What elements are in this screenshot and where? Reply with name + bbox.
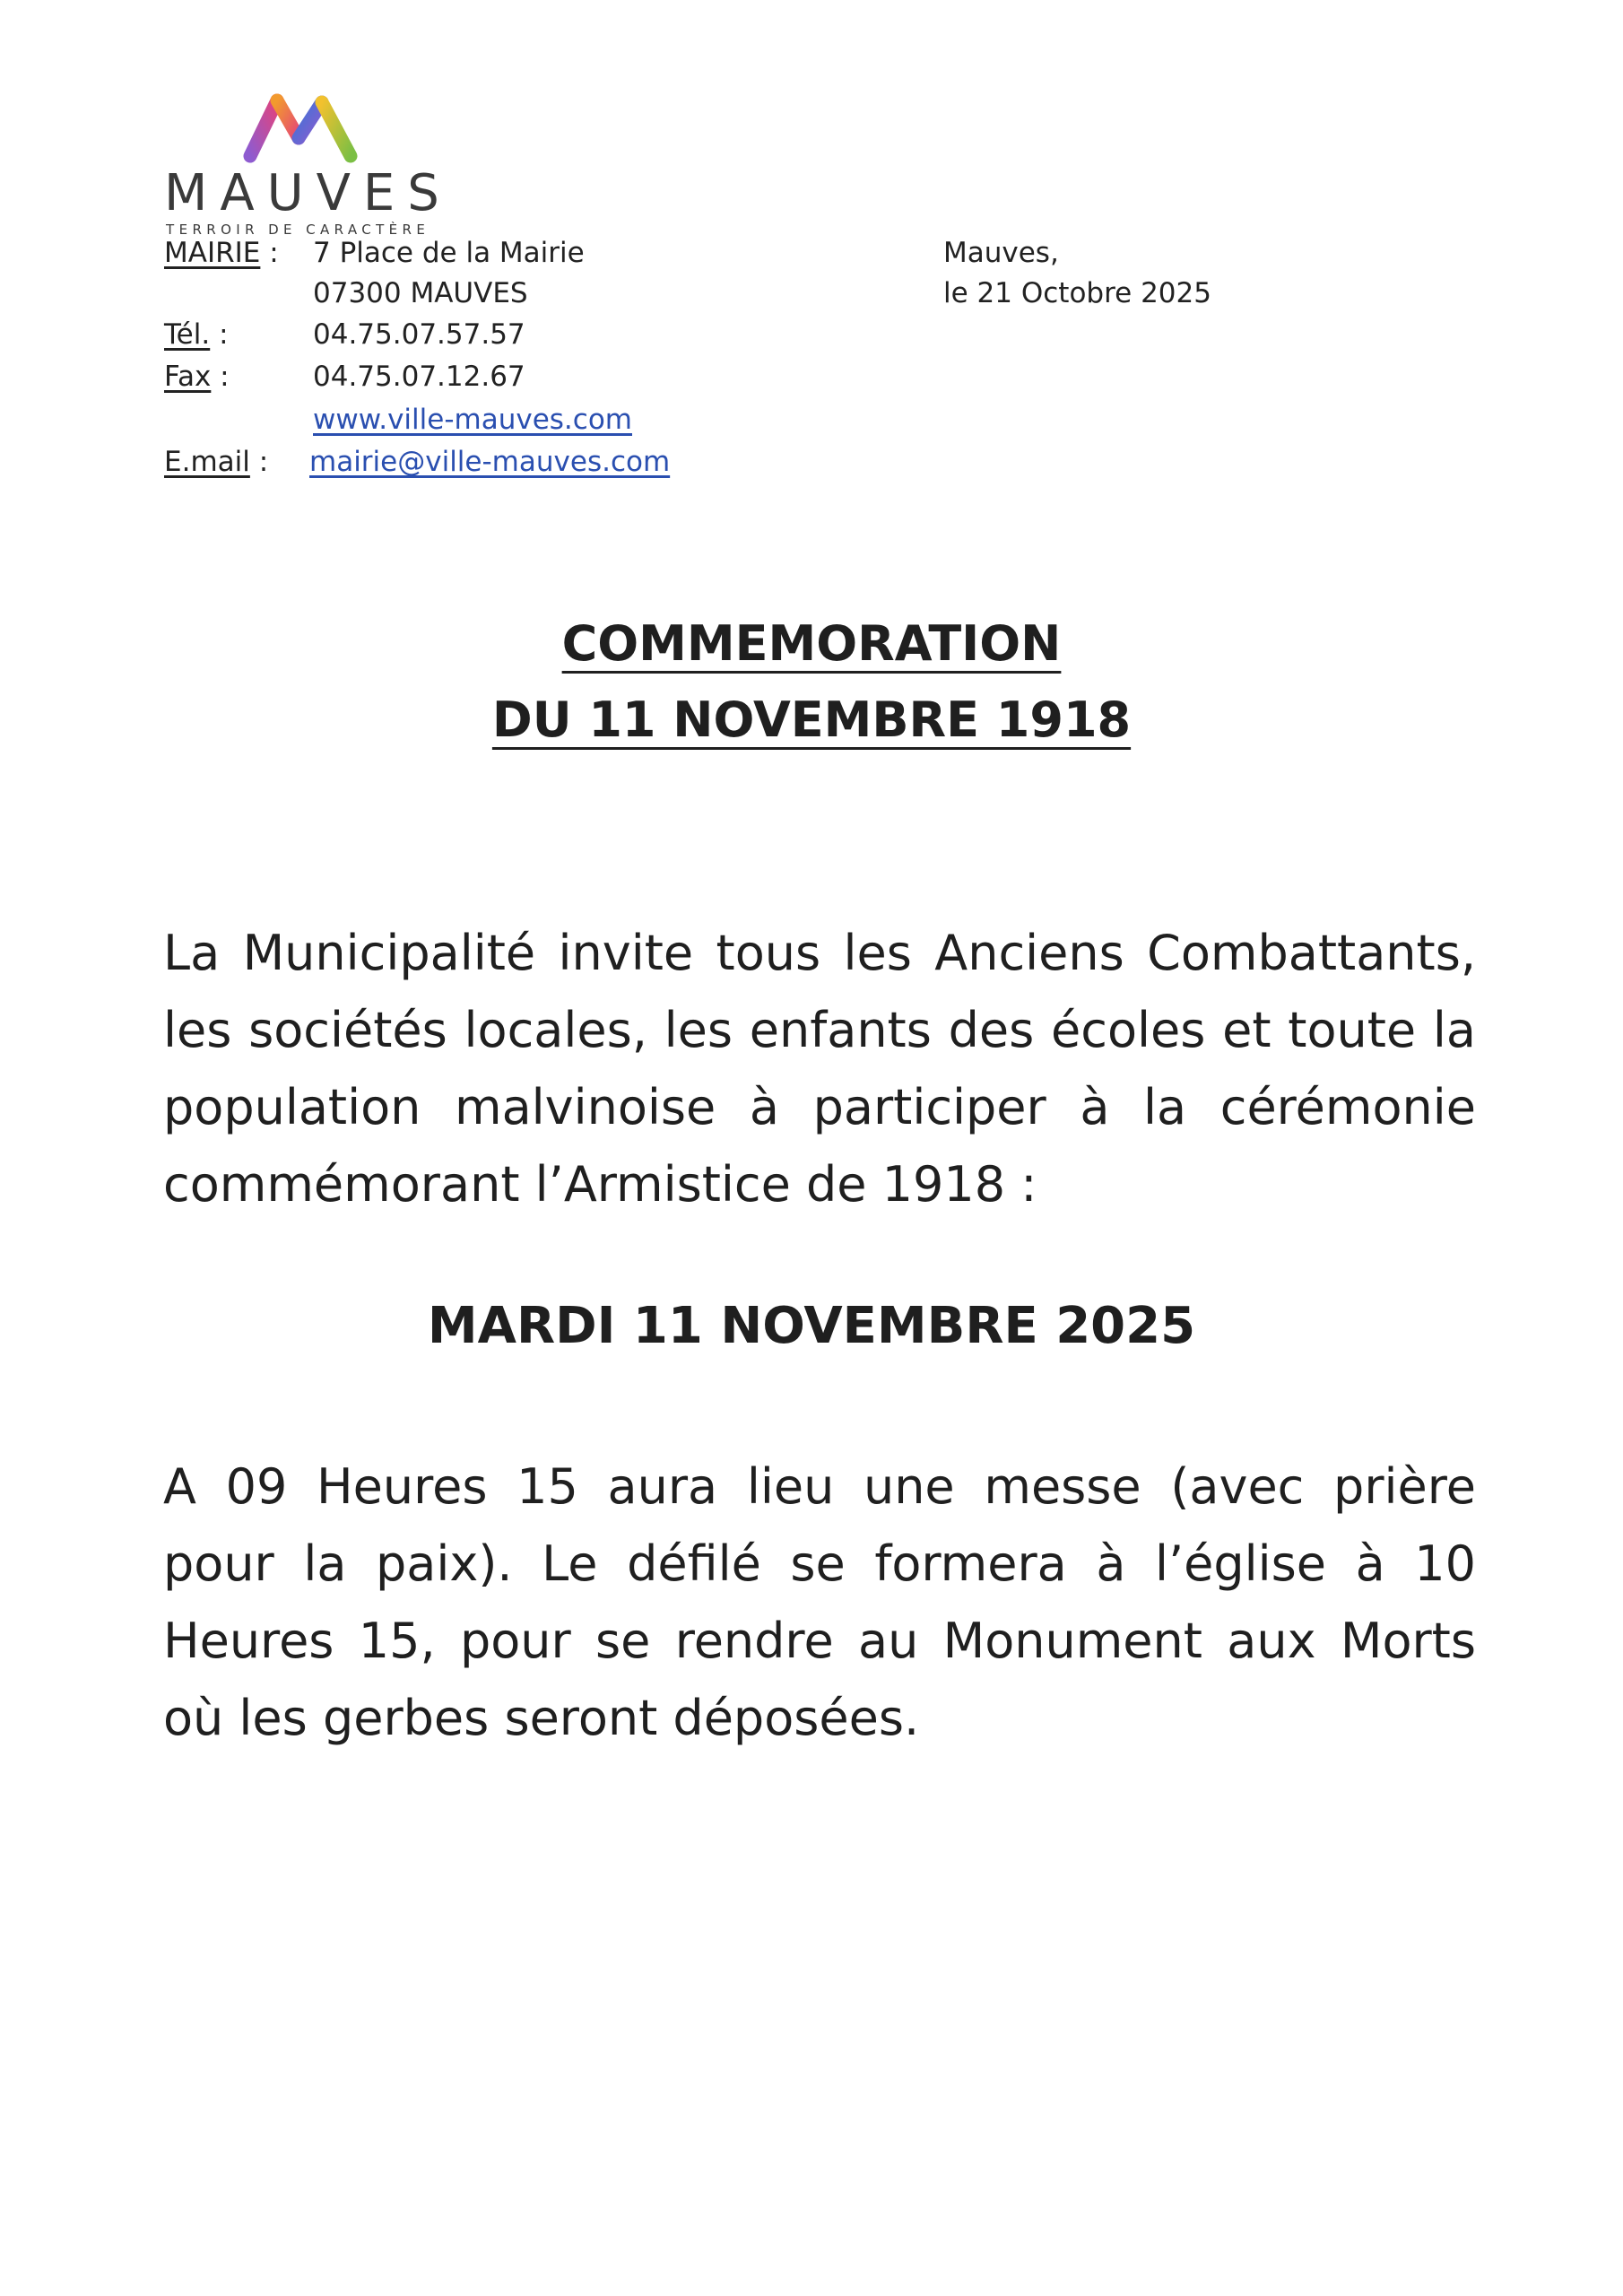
address-line-2: 07300 MAUVES: [313, 277, 528, 309]
invitation-paragraph: La Municipalité invite tous les Anciens Combattants, les sociétés locales, les enfants des écoles et toute la population malvinoise à participer à la cérémonie commémorant l’Armistice de 1918 :: [163, 925, 1476, 1213]
mairie-separator: :: [260, 237, 279, 269]
website-link[interactable]: www.ville-mauves.com: [313, 404, 632, 436]
mauves-logo: [164, 91, 452, 238]
tel-label-line: [164, 317, 229, 352]
fax-label: Fax: [164, 361, 212, 393]
mairie-label-line: [164, 235, 279, 271]
email-separator: :: [249, 446, 269, 478]
logo-tagline: TERROIR DE CARACTÈRE: [166, 222, 430, 238]
email-label: E.mail: [164, 446, 250, 478]
date-place: Mauves,: [943, 237, 1059, 269]
title-line-2-text: DU 11 NOVEMBRE 1918: [491, 691, 1132, 748]
fax-value: 04.75.07.12.67: [313, 361, 525, 393]
document-title-line-1: [0, 613, 1623, 675]
event-date: MARDI 11 NOVEMBRE 2025: [427, 1297, 1196, 1355]
schedule-paragraph: A 09 Heures 15 aura lieu une messe (avec prière pour la paix). Le défilé se formera à l’église à 10 Heures 15, pour se rendre au Monument aux Morts où les gerbes seront déposées.: [163, 1458, 1476, 1746]
tel-separator: :: [210, 318, 229, 351]
fax-label-line: [164, 359, 230, 395]
address-line-1: 7 Place de la Mairie: [313, 237, 585, 269]
date-value: le 21 Octobre 2025: [943, 277, 1211, 309]
fax-separator: :: [211, 361, 230, 393]
document-title-line-2: [0, 689, 1623, 752]
mairie-label: MAIRIE: [164, 237, 261, 269]
email-link[interactable]: mairie@ville-mauves.com: [309, 446, 671, 478]
logo-wordmark: MAUVES: [164, 164, 452, 222]
email-label-line: [164, 444, 268, 480]
title-line-1-text: COMMEMORATION: [561, 615, 1062, 672]
mauves-logo-mark-icon: [243, 91, 360, 163]
tel-label: Tél.: [164, 318, 211, 351]
tel-value: 04.75.07.57.57: [313, 318, 525, 351]
